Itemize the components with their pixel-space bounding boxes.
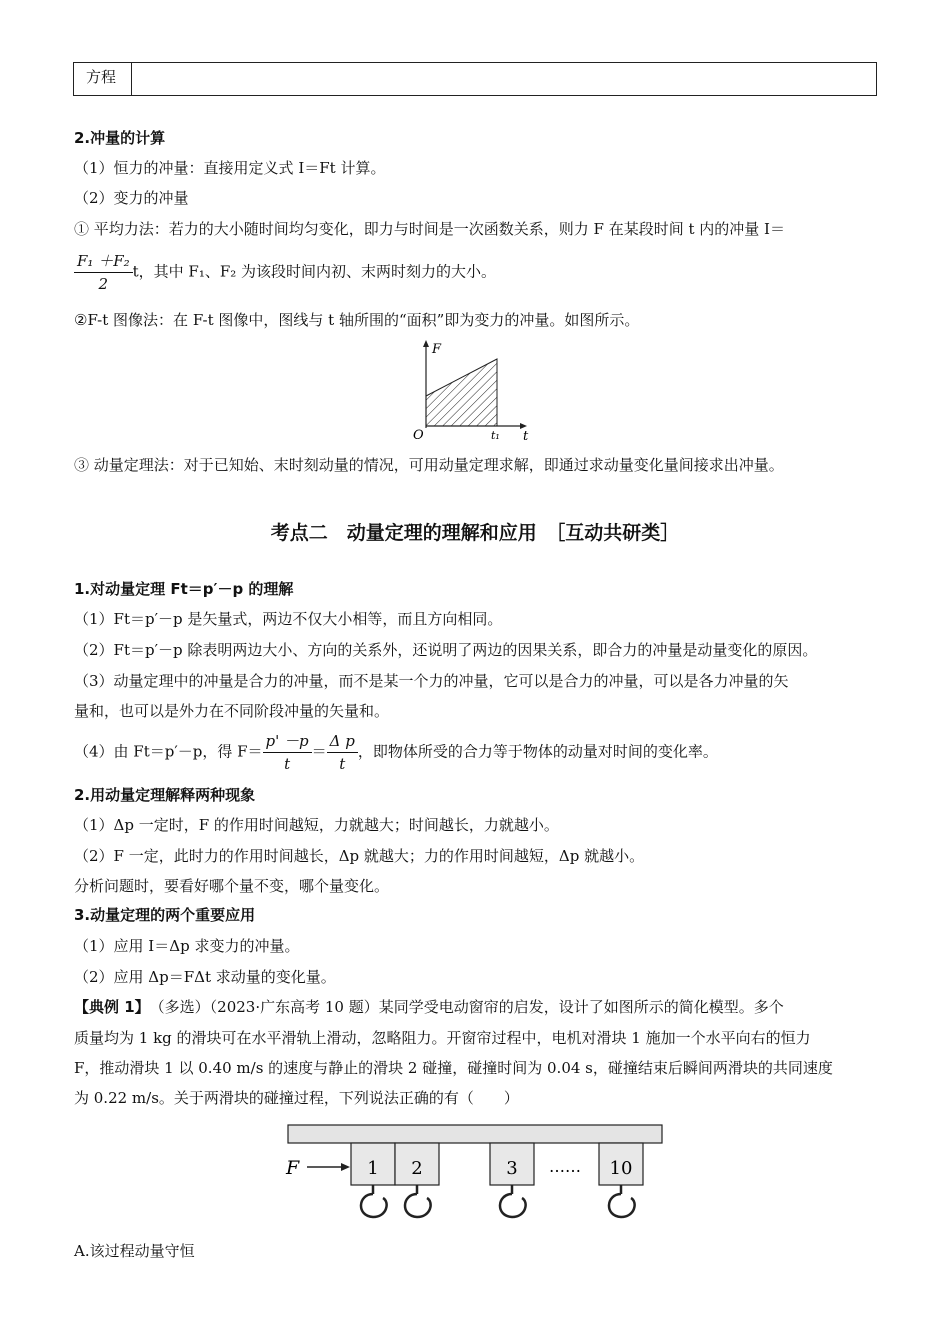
text-line: ③ 动量定理法：对于已知始、末时刻动量的情况，可用动量定理求解，即通过求动量变化量间接求出冲量。	[74, 456, 784, 474]
example-line	[74, 997, 784, 1017]
equation-table-row	[73, 62, 877, 96]
text-line: t，其中 F₁、F₂ 为该段时间内初、末两时刻力的大小。	[132, 262, 497, 281]
force-label: F	[286, 1157, 300, 1179]
text-line: （2）F 一定，此时力的作用时间越长，Δp 就越大；力的作用时间越短，Δp 就越小。	[74, 847, 645, 865]
block-label: 2	[411, 1158, 423, 1179]
text-line: （4）由 Ft＝p′－p，得 F＝	[74, 742, 263, 761]
example-tag: 【典例 1】	[74, 998, 143, 1016]
hook-icon	[500, 1185, 526, 1217]
fraction-numerator: Δ p	[327, 730, 358, 753]
hook-icon	[405, 1185, 431, 1217]
text-line: ① 平均力法：若力的大小随时间均匀变化，即力与时间是一次函数关系，则力 F 在某段时间 t 内的冲量 I＝	[74, 220, 785, 238]
text-line: （2）应用 Δp＝FΔt 求动量的变化量。	[74, 968, 336, 986]
block-label: 10	[609, 1158, 633, 1179]
slider-block-3	[490, 1143, 534, 1217]
text-line: （1）应用 I＝Δp 求变力的冲量。	[74, 937, 300, 955]
momentum-fraction	[263, 730, 312, 775]
equals-sign: ＝	[311, 742, 327, 761]
origin-label: O	[413, 428, 424, 443]
fraction-denominator: t	[284, 755, 291, 773]
table-row-label: 方程	[74, 63, 132, 95]
text-line: （3）动量定理中的冲量是合力的冲量，而不是某一个力的冲量，它可以是合力的冲量，可以是各力冲量的矢	[74, 672, 789, 690]
text-line: 分析问题时，要看好哪个量不变，哪个量变化。	[74, 877, 390, 895]
slider-block-10	[599, 1143, 643, 1217]
text-line: （2）Ft＝p′－p 除表明两边大小、方向的关系外，还说明了两边的因果关系，即合力的冲量是动量变化的原因。	[74, 641, 818, 659]
text-line: （多选）（2023·广东高考 10 题）某同学受电动窗帘的启发，设计了如图所示的简化模型。多个	[142, 998, 784, 1016]
part1-title: 1.对动量定理 Ft＝p′－p 的理解	[74, 580, 294, 598]
slider-rail-figure	[280, 1122, 670, 1228]
slider-block-2	[395, 1143, 439, 1217]
f-t-graph	[405, 336, 535, 446]
text-line: （2）变力的冲量	[74, 189, 189, 207]
formula-line	[74, 730, 718, 775]
slider-block-1	[351, 1143, 395, 1217]
block-label: 3	[506, 1158, 518, 1179]
y-axis-arrow	[423, 340, 429, 347]
text-line: ②F-t 图像法：在 F-t 图像中，图线与 t 轴所围的“面积”即为变力的冲量。如图所示。	[74, 311, 640, 329]
text-line: （1）Δp 一定时，F 的作用时间越短，力就越大；时间越长，力就越小。	[74, 816, 559, 834]
section-impulse-calc-title: 2.冲量的计算	[74, 129, 166, 147]
text-line: 质量均为 1 kg 的滑块可在水平滑轨上滑动，忽略阻力。开窗帘过程中，电机对滑块 1 施加一个水平向右的恒力	[74, 1029, 811, 1047]
block-label: 1	[367, 1158, 379, 1179]
x-axis-label: t	[523, 429, 529, 444]
text-line: ，即物体所受的合力等于物体的动量对时间的变化率。	[357, 742, 718, 761]
fraction-numerator: p' －p	[263, 730, 312, 753]
hook-icon	[609, 1185, 635, 1217]
y-axis-label: F	[432, 342, 442, 357]
ellipsis: ……	[549, 1157, 581, 1176]
fraction-denominator: 2	[98, 275, 109, 293]
formula-line	[74, 250, 496, 295]
text-line: 量和，也可以是外力在不同阶段冲量的矢量和。	[74, 702, 390, 720]
fraction-numerator: F₁ ＋F₂	[74, 250, 133, 273]
avg-force-fraction	[74, 250, 133, 295]
text-line: （1）Ft＝p′－p 是矢量式，两边不仅大小相等，而且方向相同。	[74, 610, 503, 628]
text-line: F，推动滑块 1 以 0.40 m/s 的速度与静止的滑块 2 碰撞，碰撞时间为 0.04 s，碰撞结束后瞬间两滑块的共同速度	[74, 1059, 833, 1077]
hook-icon	[361, 1185, 387, 1217]
fraction-denominator: t	[339, 755, 346, 773]
text-line: （1）恒力的冲量：直接用定义式 I＝Ft 计算。	[74, 159, 386, 177]
impulse-area	[426, 359, 497, 426]
rail	[288, 1125, 662, 1143]
t1-label: t₁	[491, 429, 500, 442]
section-heading: 考点二 动量定理的理解和应用 ［互动共研类］	[270, 522, 680, 544]
force-arrowhead	[341, 1163, 350, 1171]
part3-title: 3.动量定理的两个重要应用	[74, 906, 256, 924]
delta-p-fraction	[327, 730, 358, 775]
option-a: A.该过程动量守恒	[74, 1242, 195, 1260]
text-line: 为 0.22 m/s。关于两滑块的碰撞过程，下列说法正确的有（ ）	[74, 1089, 519, 1107]
part2-title: 2.用动量定理解释两种现象	[74, 786, 256, 804]
